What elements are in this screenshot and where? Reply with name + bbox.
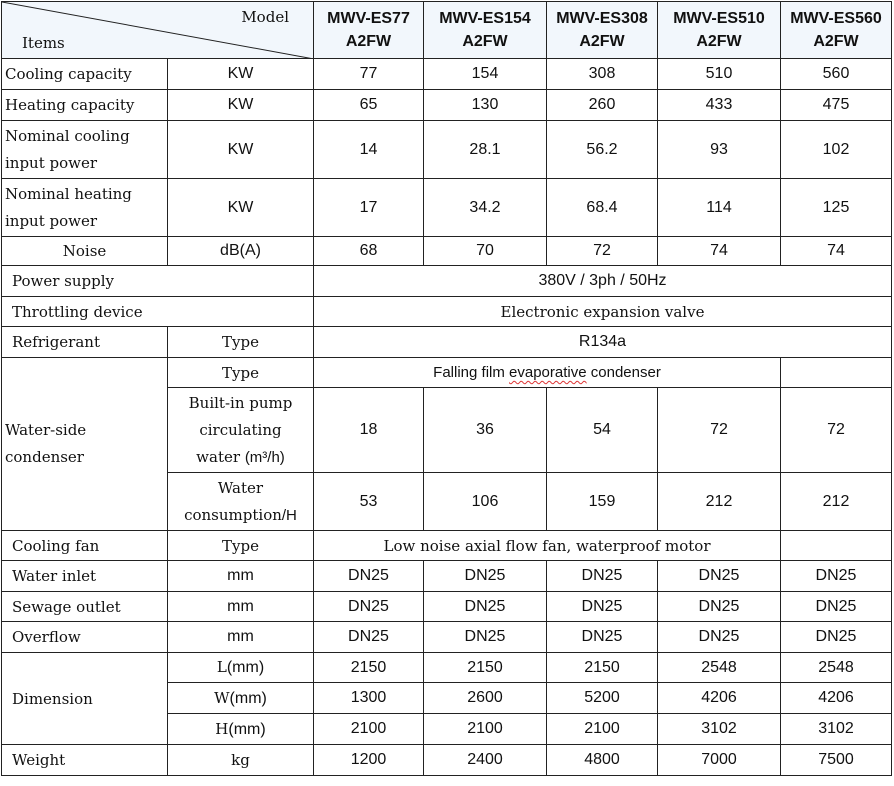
value-cell: 2548 xyxy=(781,653,892,683)
row-label: Noise xyxy=(2,237,168,266)
value-cell: 1300 xyxy=(314,683,424,714)
model-header-5: MWV-ES560 A2FW xyxy=(781,2,892,59)
value-cell: 130 xyxy=(424,90,547,121)
value-cell: 159 xyxy=(547,473,658,531)
value-cell: 3102 xyxy=(781,714,892,745)
row-weight xyxy=(2,745,892,776)
model-label: Model xyxy=(241,8,289,26)
row-label: Refrigerant xyxy=(2,327,168,358)
row-nominal-cooling xyxy=(2,121,892,179)
value-cell: 2548 xyxy=(658,653,781,683)
row-label: Water inlet xyxy=(2,561,168,592)
value-cell: 36 xyxy=(424,388,547,473)
row-label: Nominal cooling input power xyxy=(2,121,168,179)
value-cell: 14 xyxy=(314,121,424,179)
unit-cell: KW xyxy=(168,121,314,179)
merged-value-cell: Falling film evaporative condenser xyxy=(314,358,781,388)
row-label: Cooling fan xyxy=(2,531,168,561)
value-cell: 74 xyxy=(781,237,892,266)
row-water-inlet xyxy=(2,561,892,592)
row-power-supply xyxy=(2,266,892,297)
row-label: Cooling capacity xyxy=(2,59,168,90)
value-cell: 65 xyxy=(314,90,424,121)
value-cell: DN25 xyxy=(424,622,547,653)
row-label: Nominal heating input power xyxy=(2,179,168,237)
value-cell: DN25 xyxy=(547,622,658,653)
sub-label-cell: W(mm) xyxy=(168,683,314,714)
spellcheck-underlined-word: evaporative xyxy=(509,364,587,381)
value-cell: 560 xyxy=(781,59,892,90)
row-label-dimension: Dimension xyxy=(2,653,168,745)
value-cell: DN25 xyxy=(658,592,781,622)
value-cell: DN25 xyxy=(314,561,424,592)
value-cell: 106 xyxy=(424,473,547,531)
spec-table xyxy=(1,1,892,776)
unit-cell: KW xyxy=(168,59,314,90)
unit-cell: kg xyxy=(168,745,314,776)
value-cell: 54 xyxy=(547,388,658,473)
value-cell: 5200 xyxy=(547,683,658,714)
model-header-2: MWV-ES154 A2FW xyxy=(424,2,547,59)
value-cell: 68 xyxy=(314,237,424,266)
value-cell: 154 xyxy=(424,59,547,90)
row-cooling-capacity xyxy=(2,59,892,90)
value-cell: 4800 xyxy=(547,745,658,776)
value-cell: DN25 xyxy=(314,592,424,622)
value-cell: 2100 xyxy=(314,714,424,745)
value-cell: 433 xyxy=(658,90,781,121)
header-corner-cell xyxy=(2,2,314,59)
merged-value-cell: Electronic expansion valve xyxy=(314,297,892,327)
empty-cell xyxy=(781,358,892,388)
row-refrigerant xyxy=(2,327,892,358)
value-cell: 72 xyxy=(781,388,892,473)
row-noise xyxy=(2,237,892,266)
row-overflow xyxy=(2,622,892,653)
value-cell: DN25 xyxy=(424,561,547,592)
value-cell: 70 xyxy=(424,237,547,266)
sub-label-cell: Type xyxy=(168,327,314,358)
value-cell: 1200 xyxy=(314,745,424,776)
model-header-3: MWV-ES308 A2FW xyxy=(547,2,658,59)
row-label: Heating capacity xyxy=(2,90,168,121)
value-cell: 2150 xyxy=(314,653,424,683)
value-cell: 4206 xyxy=(781,683,892,714)
value-cell: DN25 xyxy=(781,622,892,653)
empty-cell xyxy=(781,531,892,561)
value-cell: 2100 xyxy=(547,714,658,745)
unit-cell: mm xyxy=(168,622,314,653)
row-throttling-device xyxy=(2,297,892,327)
value-cell: 475 xyxy=(781,90,892,121)
row-label: Weight xyxy=(2,745,168,776)
value-cell: 510 xyxy=(658,59,781,90)
value-cell: 34.2 xyxy=(424,179,547,237)
value-cell: 212 xyxy=(781,473,892,531)
row-heating-capacity xyxy=(2,90,892,121)
value-cell: DN25 xyxy=(424,592,547,622)
value-cell: DN25 xyxy=(658,561,781,592)
value-cell: 17 xyxy=(314,179,424,237)
unit-cell: mm xyxy=(168,561,314,592)
value-cell: 53 xyxy=(314,473,424,531)
model-header-1: MWV-ES77 A2FW xyxy=(314,2,424,59)
value-cell: 68.4 xyxy=(547,179,658,237)
value-cell: 102 xyxy=(781,121,892,179)
value-cell: 7000 xyxy=(658,745,781,776)
row-label: Throttling device xyxy=(2,297,314,327)
value-cell: 4206 xyxy=(658,683,781,714)
value-cell: DN25 xyxy=(658,622,781,653)
model-header-4: MWV-ES510 A2FW xyxy=(658,2,781,59)
value-cell: 2150 xyxy=(424,653,547,683)
value-cell: 56.2 xyxy=(547,121,658,179)
value-cell: 74 xyxy=(658,237,781,266)
row-cooling-fan xyxy=(2,531,892,561)
value-cell: 93 xyxy=(658,121,781,179)
value-cell: 2150 xyxy=(547,653,658,683)
value-cell: 3102 xyxy=(658,714,781,745)
sub-label-cell: L(mm) xyxy=(168,653,314,683)
unit-cell: KW xyxy=(168,179,314,237)
merged-value-cell: R134a xyxy=(314,327,892,358)
sub-label-cell: Water consumption/H xyxy=(168,473,314,531)
value-cell: 7500 xyxy=(781,745,892,776)
value-cell: DN25 xyxy=(547,561,658,592)
row-nominal-heating xyxy=(2,179,892,237)
value-cell: 260 xyxy=(547,90,658,121)
value-cell: 2100 xyxy=(424,714,547,745)
items-label: Items xyxy=(22,34,65,52)
value-cell: DN25 xyxy=(781,592,892,622)
row-label: Sewage outlet xyxy=(2,592,168,622)
sub-label-cell: Type xyxy=(168,531,314,561)
value-cell: 72 xyxy=(547,237,658,266)
value-cell: 212 xyxy=(658,473,781,531)
sub-label-cell: Type xyxy=(168,358,314,388)
row-sewage-outlet xyxy=(2,592,892,622)
value-cell: 77 xyxy=(314,59,424,90)
unit-cell: KW xyxy=(168,90,314,121)
value-cell: 72 xyxy=(658,388,781,473)
merged-value-cell: 380V / 3ph / 50Hz xyxy=(314,266,892,297)
row-label-water-side-condenser: Water-side condenser xyxy=(2,358,168,531)
merged-value-cell: Low noise axial flow fan, waterproof motor xyxy=(314,531,781,561)
unit-cell: dB(A) xyxy=(168,237,314,266)
sub-label-cell: Built-in pump circulating water (m³/h) xyxy=(168,388,314,473)
value-cell: 114 xyxy=(658,179,781,237)
value-cell: DN25 xyxy=(781,561,892,592)
value-cell: 125 xyxy=(781,179,892,237)
row-water-side-type xyxy=(2,358,892,388)
value-cell: 2400 xyxy=(424,745,547,776)
value-cell: DN25 xyxy=(314,622,424,653)
value-cell: 308 xyxy=(547,59,658,90)
value-cell: 28.1 xyxy=(424,121,547,179)
value-cell: DN25 xyxy=(547,592,658,622)
row-label: Overflow xyxy=(2,622,168,653)
sub-label-cell: H(mm) xyxy=(168,714,314,745)
unit-cell: mm xyxy=(168,592,314,622)
value-cell: 2600 xyxy=(424,683,547,714)
row-dimension-l xyxy=(2,653,892,683)
header-row xyxy=(2,2,892,59)
row-label: Power supply xyxy=(2,266,314,297)
value-cell: 18 xyxy=(314,388,424,473)
